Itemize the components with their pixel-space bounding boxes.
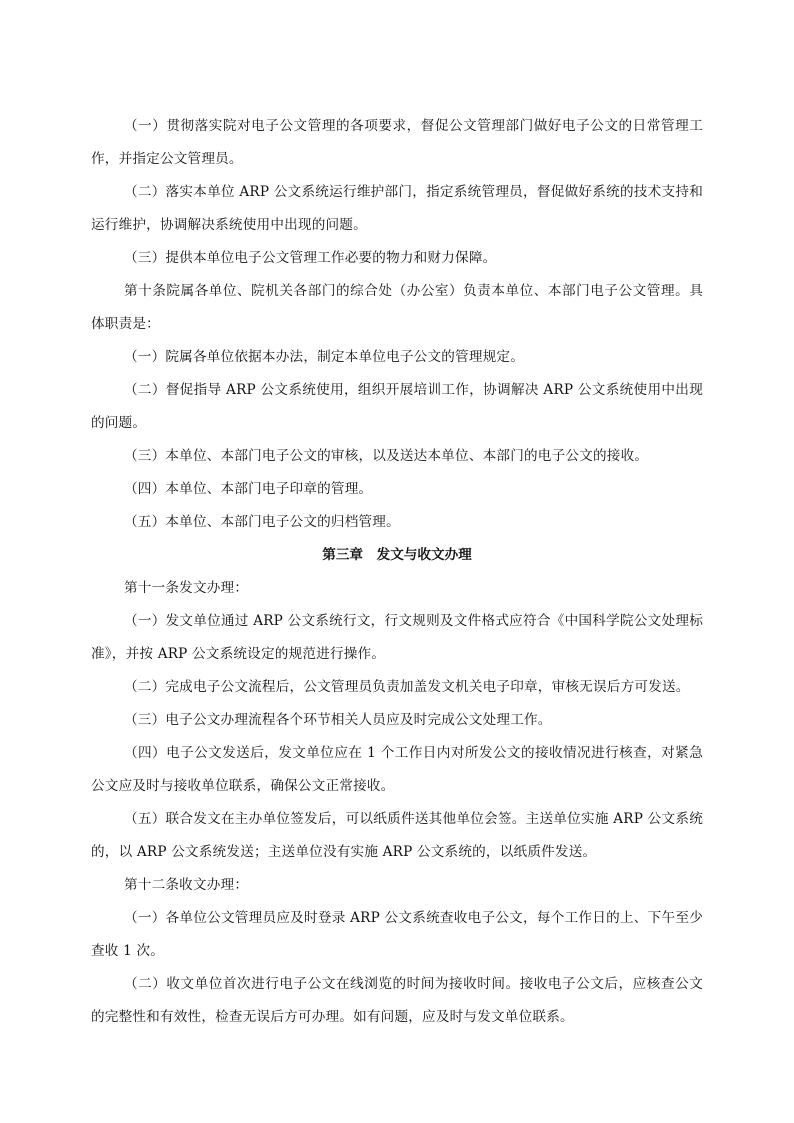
chapter-heading: 第三章 发文与收文办理 bbox=[322, 547, 472, 563]
document-body bbox=[91, 110, 703, 1034]
paragraph: （五）联合发文在主办单位签发后，可以纸质件送其他单位会签。主送单位实施 ARP 公文系统的，以 ARP 公文系统发送；主送单位没有实施 ARP 公文系统的，以纸质件发送。 bbox=[91, 811, 703, 860]
paragraph: （二）督促指导 ARP 公文系统使用，组织开展培训工作，协调解决 ARP 公文系统使用中出现的问题。 bbox=[91, 382, 703, 431]
paragraph: 第十条院属各单位、院机关各部门的综合处（办公室）负责本单位、本部门电子公文管理。具体职责是： bbox=[91, 283, 703, 332]
paragraph: （五）本单位、本部门电子公文的归档管理。 bbox=[124, 514, 400, 530]
paragraph: （三）提供本单位电子公文管理工作必要的物力和财力保障。 bbox=[124, 250, 497, 266]
article-heading: 第十一条发文办理： bbox=[124, 580, 249, 596]
paragraph: （四）电子公文发送后，发文单位应在 1 个工作日内对所发公文的接收情况进行核查，对紧急公文应及时与接收单位联系，确保公文正常接收。 bbox=[91, 745, 703, 794]
paragraph: （二）完成电子公文流程后，公文管理员负责加盖发文机关电子印章，审核无误后方可发送。 bbox=[124, 679, 690, 695]
paragraph: （四）本单位、本部门电子印章的管理。 bbox=[124, 481, 373, 497]
paragraph: （一）各单位公文管理员应及时登录 ARP 公文系统查收电子公文，每个工作日的上、下午至少查收 1 次。 bbox=[91, 910, 703, 959]
paragraph: （二）收文单位首次进行电子公文在线浏览的时间为接收时间。接收电子公文后，应核查公文的完整性和有效性，检查无误后方可办理。如有问题，应及时与发文单位联系。 bbox=[91, 976, 703, 1025]
paragraph: （一）院属各单位依据本办法，制定本单位电子公文的管理规定。 bbox=[124, 349, 525, 365]
paragraph: （三）电子公文办理流程各个环节相关人员应及时完成公文处理工作。 bbox=[124, 712, 552, 728]
paragraph: （三）本单位、本部门电子公文的审核，以及送达本单位、本部门的电子公文的接收。 bbox=[124, 448, 649, 464]
paragraph: （二）落实本单位 ARP 公文系统运行维护部门，指定系统管理员，督促做好系统的技术支持和运行维护，协调解决系统使用中出现的问题。 bbox=[91, 184, 703, 233]
paragraph: （一）发文单位通过 ARP 公文系统行文，行文规则及文件格式应符合《中国科学院公文处理标准》，并按 ARP 公文系统设定的规范进行操作。 bbox=[91, 613, 703, 662]
paragraph: （一）贯彻落实院对电子公文管理的各项要求，督促公文管理部门做好电子公文的日常管理工作，并指定公文管理员。 bbox=[91, 118, 703, 167]
article-heading: 第十二条收文办理： bbox=[124, 877, 249, 893]
